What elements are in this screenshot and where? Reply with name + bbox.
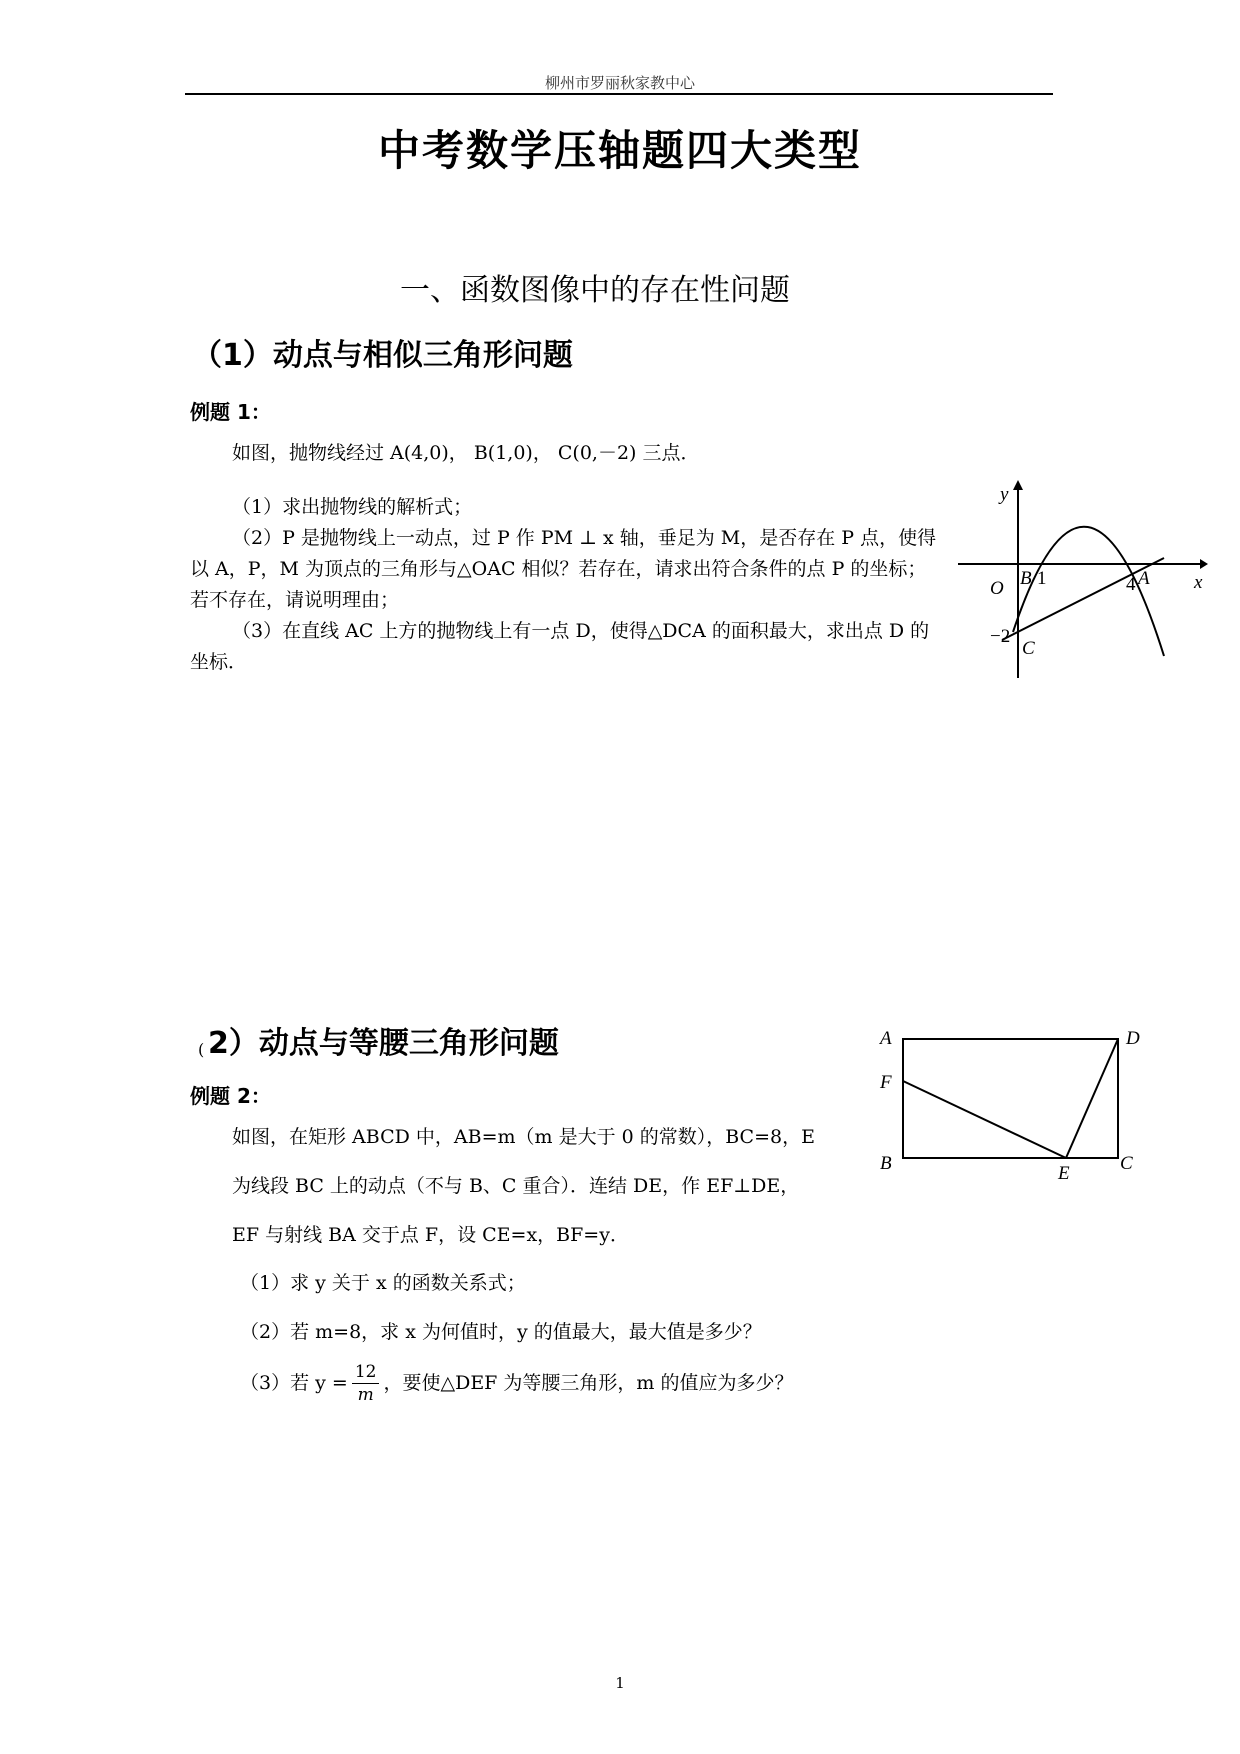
- part2-title: 2）动点与等腰三角形问题: [208, 1026, 559, 1061]
- label-a: A: [880, 1028, 892, 1049]
- label-b: B: [880, 1153, 892, 1174]
- example2-q1: （1）求 y 关于 x 的函数关系式；: [240, 1272, 526, 1294]
- document-title: 中考数学压轴题四大类型: [377, 126, 862, 175]
- header-rule: [185, 93, 1053, 95]
- example1-q3: （3）在直线 AC 上方的抛物线上有一点 D，使得△DCA 的面积最大，求出点 D 的坐标．: [190, 620, 930, 673]
- x-axis-label: x: [1194, 572, 1203, 593]
- part1-title: （1）动点与相似三角形问题: [192, 338, 573, 373]
- point-c-label: C: [1022, 638, 1035, 659]
- label-e: E: [1058, 1163, 1070, 1184]
- rectangle-figure: [870, 1020, 1160, 1196]
- page-number: 1: [615, 1674, 625, 1692]
- origin-label: O: [990, 578, 1004, 599]
- example2-q2: （2）若 m=8，求 x 为何值时，y 的值最大，最大值是多少？: [240, 1321, 762, 1343]
- example1-q2: （2）P 是抛物线上一动点，过 P 作 PM ⊥ x 轴，垂足为 M，是否存在 P 点，使得以 A，P，M 为顶点的三角形与△OAC 相似？若存在，请求出符合条件的点 P 的坐标；若不存在，请说明理由；: [190, 527, 937, 611]
- page-header: 柳州市罗丽秋家教中心: [544, 74, 695, 92]
- tick-one-label: 1: [1037, 568, 1047, 589]
- label-f: F: [880, 1072, 892, 1093]
- x-axis-arrow: [1200, 559, 1208, 569]
- parabola-curve: [1013, 527, 1164, 656]
- example1-intro: 如图，抛物线经过 A(4,0)， B(1,0)， C(0,－2) 三点．: [232, 442, 700, 464]
- fraction-denominator: m: [357, 1385, 374, 1405]
- part2-stray-paren: (: [198, 1040, 205, 1059]
- tick-minus-two-label: −2: [990, 626, 1011, 647]
- section-title: 一、函数图像中的存在性问题: [400, 273, 790, 308]
- fraction-numerator: 12: [352, 1361, 380, 1384]
- parabola-figure: [950, 478, 1210, 680]
- segment-fe: [903, 1081, 1066, 1158]
- rectangle-abcd: [903, 1039, 1118, 1158]
- y-axis-label: y: [1000, 484, 1009, 505]
- segment-ed: [1066, 1039, 1118, 1158]
- label-d: D: [1126, 1028, 1140, 1049]
- y-axis-arrow: [1013, 480, 1023, 490]
- point-a-label: A: [1138, 568, 1150, 589]
- example2-q3-suffix: ，要使△DEF 为等腰三角形，m 的值应为多少？: [383, 1372, 794, 1394]
- point-b-label: B: [1020, 568, 1032, 589]
- tick-four-label: 4: [1126, 574, 1136, 595]
- example2-line3: EF 与射线 BA 交于点 F，设 CE=x，BF=y．: [232, 1224, 629, 1246]
- example1-label: 例题 1：: [190, 400, 271, 424]
- example2-q3: [240, 1361, 793, 1406]
- fraction-12-over-m: [352, 1361, 380, 1406]
- example2-q3-prefix: （3）若 y =: [240, 1372, 348, 1394]
- example1-q1: （1）求出抛物线的解析式；: [232, 496, 473, 518]
- label-c: C: [1120, 1153, 1133, 1174]
- example2-line2: 为线段 BC 上的动点（不与 B、C 重合）．连结 DE，作 EF⊥DE，: [232, 1175, 800, 1197]
- example2-line1: 如图，在矩形 ABCD 中，AB=m（m 是大于 0 的常数），BC=8，E: [232, 1126, 815, 1148]
- example2-label: 例题 2：: [190, 1084, 271, 1108]
